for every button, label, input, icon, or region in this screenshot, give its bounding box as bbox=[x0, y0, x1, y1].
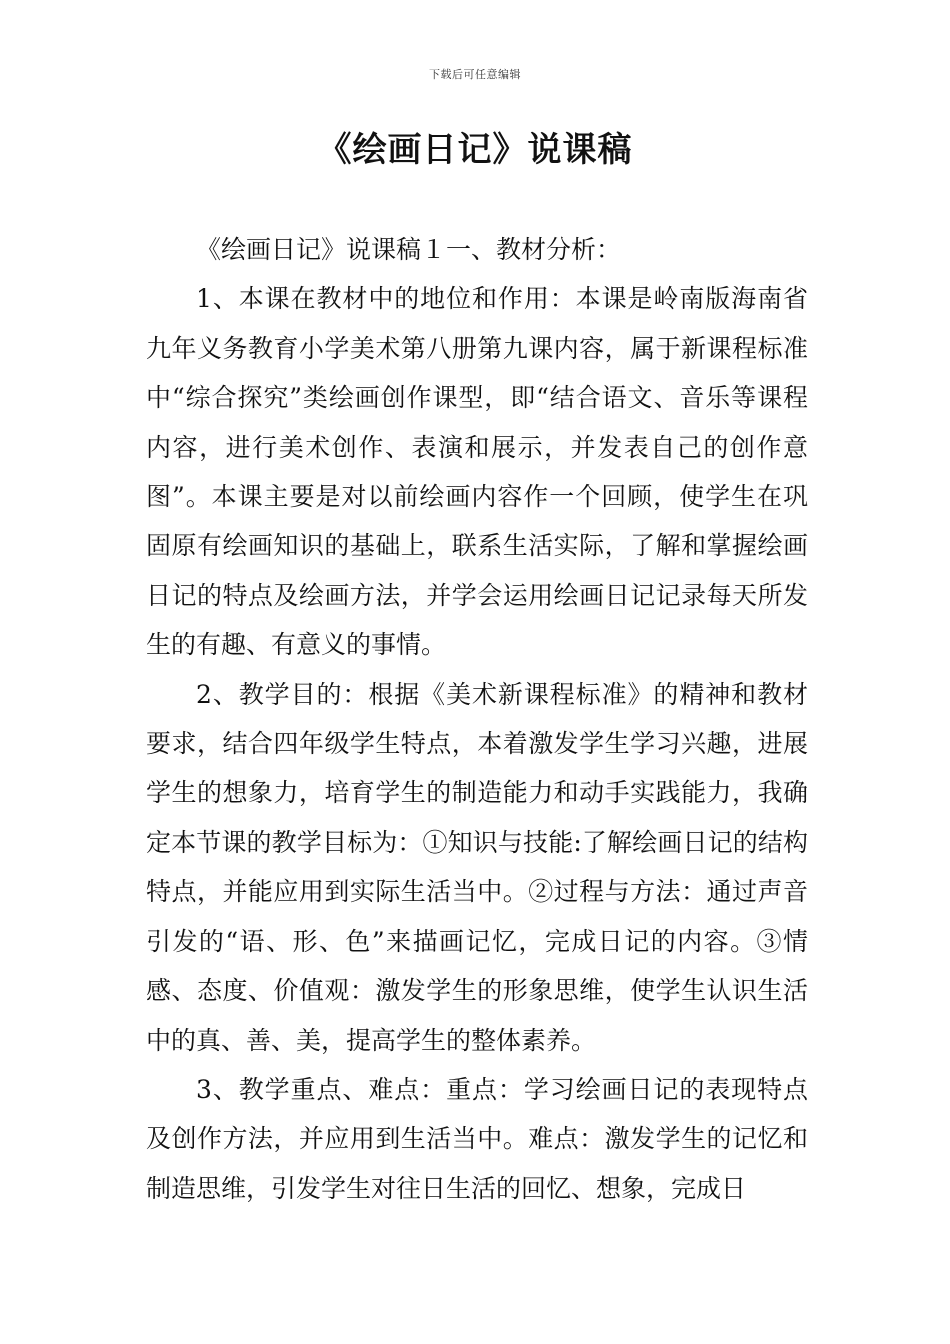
paragraph-2: 2、教学目的：根据《美术新课程标准》的精神和教材要求，结合四年级学生特点，本着激发学生学习兴趣，进展学生的想象力，培育学生的制造能力和动手实践能力，我确定本节课的教学目标为：①知识与技能:了解绘画日记的结构特点，并能应用到实际生活当中。②过程与方法：通过声音引发的“语、形、色”来描画记忆，完成日记的内容。③情感、态度、价值观：激发学生的形象思维，使学生认识生活中的真、善、美，提高学生的整体素养。 bbox=[146, 679, 808, 1055]
document-title: 《绘画日记》说课稿 bbox=[317, 130, 633, 170]
paragraph-1: 1、本课在教材中的地位和作用：本课是岭南版海南省九年义务教育小学美术第八册第九课内容，属于新课程标准中“综合探究”类绘画创作课型，即“结合语文、音乐等课程内容，进行美术创作、表演和展示，并发表自己的创作意图”。本课主要是对以前绘画内容作一个回顾，使学生在巩固原有绘画知识的基础上，联系生活实际，了解和掌握绘画日记的特点及绘画方法，并学会运用绘画日记记录每天所发生的有趣、有意义的事情。 bbox=[146, 284, 808, 660]
paragraph-3: 3、教学重点、难点：重点：学习绘画日记的表现特点及创作方法，并应用到生活当中。难点：激发学生的记忆和制造思维，引发学生对往日生活的回忆、想象，完成日 bbox=[146, 1074, 808, 1203]
document-body bbox=[146, 225, 808, 1213]
download-note: 下载后可任意编辑 bbox=[429, 68, 521, 81]
paragraph-intro: 《绘画日记》说课稿１一、教材分析： bbox=[196, 235, 622, 264]
